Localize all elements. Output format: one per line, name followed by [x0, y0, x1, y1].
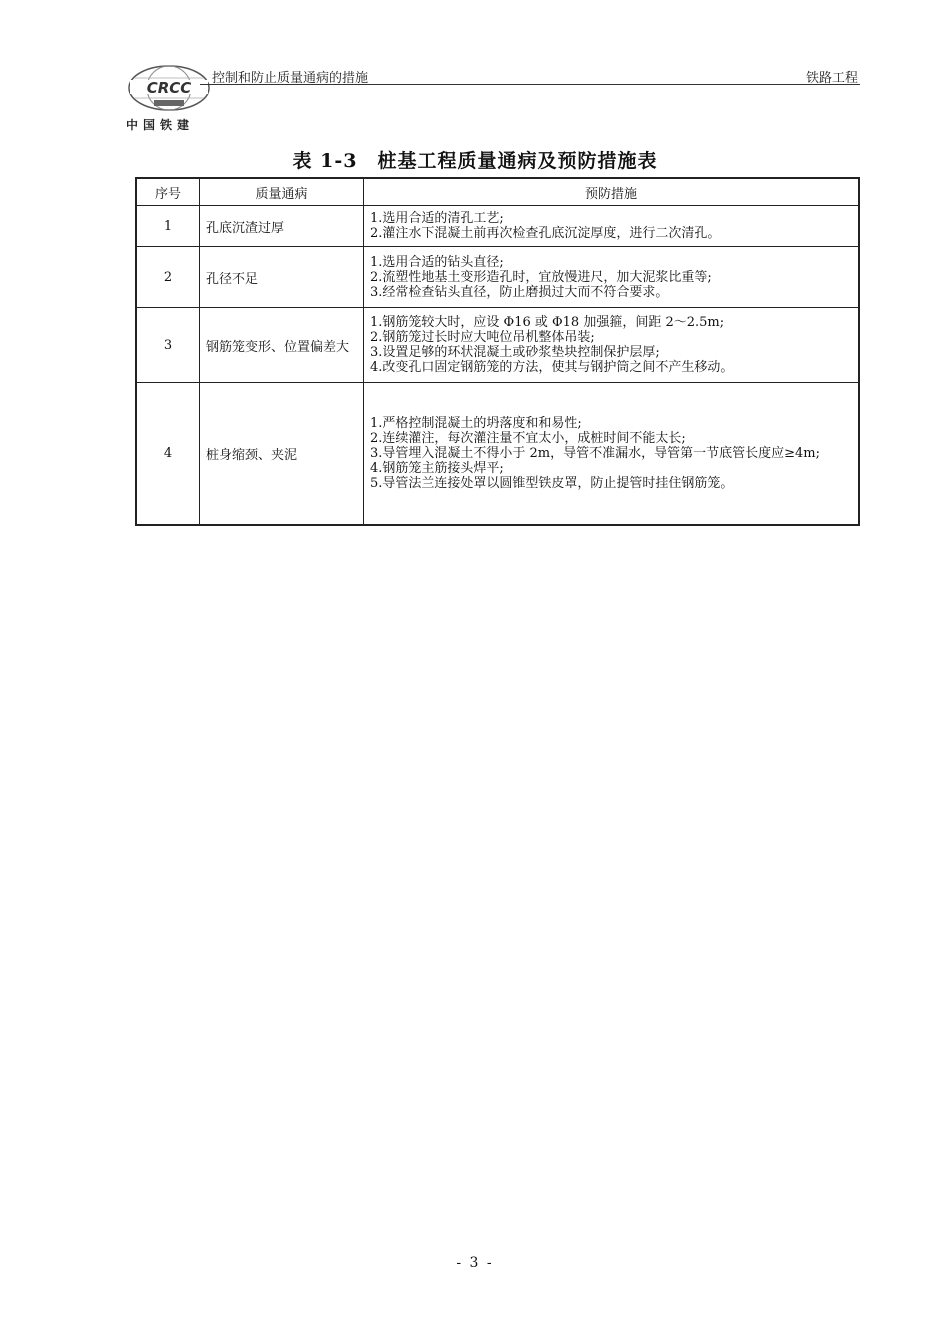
measure-item: 1.严格控制混凝土的坍落度和和易性; — [370, 416, 582, 431]
svg-text:CRCC: CRCC — [146, 79, 192, 97]
header-section-label: 铁路工程 — [805, 71, 858, 86]
page-number: - 3 - — [456, 1255, 494, 1271]
row-defect: 桩身缩颈、夹泥 — [200, 383, 364, 526]
measure-item: 2.流塑性地基土变形造孔时，宜放慢进尺，加大泥浆比重等; — [370, 269, 712, 285]
measure-item: 4.钢筋笼主筋接头焊平; — [370, 461, 504, 476]
row-number: 1 — [136, 206, 200, 247]
row-number: 3 — [136, 308, 200, 383]
measure-item: 1.选用合适的钻头直径; — [370, 254, 504, 270]
measure-item: 2.灌注水下混凝土前再次检查孔底沉淀厚度，进行二次清孔。 — [370, 226, 721, 241]
header-cell-defect: 质量通病 — [200, 178, 364, 206]
measure-item: 2.钢筋笼过长时应大吨位吊机整体吊装; — [370, 330, 595, 345]
header-cell-measures: 预防措施 — [364, 178, 860, 206]
header-document-title: 控制和防止质量通病的措施 — [212, 71, 369, 86]
header-divider — [200, 84, 860, 85]
row-defect: 孔底沉渣过厚 — [200, 206, 364, 247]
measure-item: 3.导管埋入混凝土不得小于 2m，导管不准漏水，导管第一节底管长度应≥4m; — [370, 446, 821, 461]
row-number: 2 — [136, 247, 200, 308]
measure-item: 4.改变孔口固定钢筋笼的方法，使其与钢护筒之间不产生移动。 — [370, 360, 734, 375]
measure-item: 1.选用合适的清孔工艺; — [370, 211, 504, 226]
table-row — [136, 247, 859, 308]
measure-item: 3.经常检查钻头直径，防止磨损过大而不符合要求。 — [370, 284, 669, 300]
crcc-logo — [126, 64, 212, 130]
table-header-row — [136, 178, 859, 206]
measure-item: 5.导管法兰连接处罩以圆锥型铁皮罩，防止提管时挂住钢筋笼。 — [370, 476, 734, 491]
measure-item: 1.钢筋笼较大时，应设 Φ16 或 Φ18 加强箍，间距 2～2.5m; — [370, 315, 725, 330]
header-cell-number: 序号 — [136, 178, 200, 206]
row-defect: 钢筋笼变形、位置偏差大 — [200, 308, 364, 383]
globe-logo-icon — [126, 64, 212, 116]
row-number: 4 — [136, 383, 200, 526]
row-defect: 孔径不足 — [200, 247, 364, 308]
row-measures — [364, 206, 860, 247]
measure-item: 3.设置足够的环状混凝土或砂浆垫块控制保护层厚; — [370, 345, 660, 360]
table-row — [136, 308, 859, 383]
table-row — [136, 383, 859, 526]
table-title: 表 1-3 桩基工程质量通病及预防措施表 — [292, 150, 658, 172]
row-measures — [364, 383, 860, 526]
logo-company-name: 中国铁建 — [126, 118, 195, 132]
defect-prevention-table — [135, 177, 860, 526]
row-measures — [364, 308, 860, 383]
table-row — [136, 206, 859, 247]
measure-item: 2.连续灌注，每次灌注量不宜太小，成桩时间不能太长; — [370, 431, 686, 446]
row-measures — [364, 247, 860, 308]
